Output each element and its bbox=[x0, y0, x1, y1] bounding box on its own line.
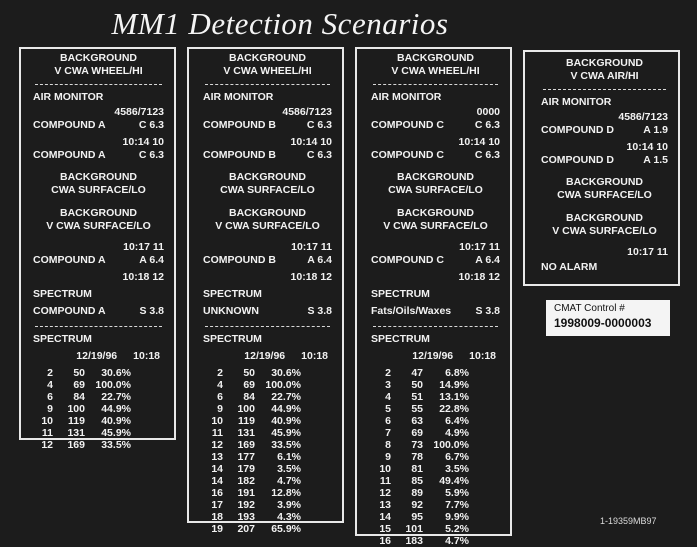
compound-row: COMPOUND D A 1.9 bbox=[541, 124, 668, 136]
divider bbox=[35, 326, 162, 327]
spectrum-row: 7 69 4.9% bbox=[385, 427, 469, 439]
timestamp: 10:17 11 bbox=[291, 241, 332, 253]
spectrum-label: SPECTRUM bbox=[203, 333, 262, 345]
divider bbox=[543, 89, 666, 90]
spectrum-row: 4 69 100.0% bbox=[47, 379, 131, 391]
air-monitor-value: 4586/7123 bbox=[618, 111, 668, 123]
spectrum-row: 16 191 12.8% bbox=[211, 487, 301, 499]
divider bbox=[373, 326, 498, 327]
air-monitor-value: 4586/7123 bbox=[114, 106, 164, 118]
spectrum-date-row: 12/19/96 10:18 bbox=[412, 350, 496, 362]
timestamp: 10:14 10 bbox=[458, 136, 500, 148]
compound-row: UNKNOWN S 3.8 bbox=[203, 305, 332, 317]
background-mode: V CWA WHEEL/HI bbox=[391, 65, 480, 77]
spectrum-row: 11 131 45.9% bbox=[41, 427, 131, 439]
spectrum-row: 10 119 40.9% bbox=[41, 415, 131, 427]
divider bbox=[205, 326, 330, 327]
spectrum-row: 4 69 100.0% bbox=[217, 379, 301, 391]
spectrum-row: 11 131 45.9% bbox=[211, 427, 301, 439]
timestamp: 10:17 11 bbox=[123, 241, 164, 253]
spectrum-row: 12 169 33.5% bbox=[41, 439, 131, 451]
background-label: BACKGROUND bbox=[397, 52, 474, 64]
background-block: BACKGROUND CWA SURFACE/LO bbox=[557, 176, 652, 201]
spectrum-label: SPECTRUM bbox=[33, 333, 92, 345]
background-block: BACKGROUND V CWA SURFACE/LO bbox=[552, 212, 657, 237]
background-label: BACKGROUND bbox=[60, 52, 137, 64]
air-monitor-value: 0000 bbox=[476, 106, 500, 118]
background-header bbox=[541, 57, 668, 83]
control-number: 1998009-0000003 bbox=[554, 316, 652, 330]
divider bbox=[205, 84, 330, 85]
timestamp: 10:18 12 bbox=[290, 271, 332, 283]
background-block: BACKGROUND V CWA SURFACE/LO bbox=[46, 207, 151, 232]
spectrum-row: 9 100 44.9% bbox=[47, 403, 131, 415]
timestamp: 10:17 11 bbox=[459, 241, 500, 253]
background-block: BACKGROUND V CWA SURFACE/LO bbox=[215, 207, 320, 232]
scenario-panel-a bbox=[19, 47, 176, 451]
spectrum-row: 13 92 7.7% bbox=[379, 499, 469, 511]
spectrum-row: 5 55 22.8% bbox=[385, 403, 469, 415]
scenario-panel-d bbox=[523, 50, 680, 286]
spectrum-row: 16 183 4.7% bbox=[379, 535, 469, 547]
timestamp: 10:14 10 bbox=[122, 136, 164, 148]
spectrum-row: 4 51 13.1% bbox=[385, 391, 469, 403]
timestamp: 10:14 10 bbox=[290, 136, 332, 148]
background-header bbox=[371, 52, 500, 78]
spectrum-row: 6 84 22.7% bbox=[217, 391, 301, 403]
timestamp: 10:17 11 bbox=[627, 246, 668, 258]
background-label: BACKGROUND bbox=[229, 52, 306, 64]
spectrum-row: 3 50 14.9% bbox=[385, 379, 469, 391]
spectrum-row: 18 193 4.3% bbox=[211, 511, 301, 523]
compound-row: COMPOUND A C 6.3 bbox=[33, 149, 164, 161]
compound-row: COMPOUND A C 6.3 bbox=[33, 119, 164, 131]
background-mode: V CWA AIR/HI bbox=[570, 70, 639, 82]
spectrum-date-row: 12/19/96 10:18 bbox=[76, 350, 160, 362]
scenario-panel-b bbox=[187, 47, 344, 535]
compound-row: COMPOUND C A 6.4 bbox=[371, 254, 500, 266]
air-monitor-label: AIR MONITOR bbox=[203, 91, 274, 103]
timestamp: 10:14 10 bbox=[626, 141, 668, 153]
spectrum-table bbox=[203, 367, 332, 535]
air-monitor-value: 4586/7123 bbox=[282, 106, 332, 118]
spectrum-row: 19 207 65.9% bbox=[211, 523, 301, 535]
compound-row: COMPOUND B A 6.4 bbox=[203, 254, 332, 266]
spectrum-row: 2 50 30.6% bbox=[47, 367, 131, 379]
divider bbox=[373, 84, 498, 85]
background-block: BACKGROUND CWA SURFACE/LO bbox=[388, 171, 483, 196]
spectrum-row: 10 81 3.5% bbox=[379, 463, 469, 475]
spectrum-row: 6 84 22.7% bbox=[47, 391, 131, 403]
spectrum-table bbox=[33, 367, 164, 451]
alarm-status: NO ALARM bbox=[541, 261, 598, 273]
spectrum-row: 12 169 33.5% bbox=[211, 439, 301, 451]
spectrum-table bbox=[371, 367, 500, 547]
control-label: CMAT Control # bbox=[554, 303, 625, 314]
spectrum-row: 2 50 30.6% bbox=[217, 367, 301, 379]
background-block: BACKGROUND V CWA SURFACE/LO bbox=[383, 207, 488, 232]
spectrum-row: 11 85 49.4% bbox=[379, 475, 469, 487]
spectrum-row: 2 47 6.8% bbox=[385, 367, 469, 379]
control-number-label bbox=[546, 300, 670, 336]
background-header bbox=[203, 52, 332, 78]
timestamp: 10:18 12 bbox=[458, 271, 500, 283]
spectrum-row: 17 192 3.9% bbox=[211, 499, 301, 511]
page-title: MM1 Detection Scenarios bbox=[111, 6, 449, 41]
spectrum-label: SPECTRUM bbox=[33, 288, 92, 300]
spectrum-label: SPECTRUM bbox=[371, 288, 430, 300]
compound-row: COMPOUND A A 6.4 bbox=[33, 254, 164, 266]
background-block: BACKGROUND CWA SURFACE/LO bbox=[51, 171, 146, 196]
compound-row: COMPOUND C C 6.3 bbox=[371, 119, 500, 131]
spectrum-label: SPECTRUM bbox=[371, 333, 430, 345]
spectrum-label: SPECTRUM bbox=[203, 288, 262, 300]
compound-row: Fats/Oils/Waxes S 3.8 bbox=[371, 305, 500, 317]
spectrum-row: 14 182 4.7% bbox=[211, 475, 301, 487]
background-header bbox=[33, 52, 164, 78]
spectrum-row: 9 100 44.9% bbox=[217, 403, 301, 415]
spectrum-row: 13 177 6.1% bbox=[211, 451, 301, 463]
spectrum-row: 6 63 6.4% bbox=[385, 415, 469, 427]
air-monitor-label: AIR MONITOR bbox=[33, 91, 104, 103]
background-label: BACKGROUND bbox=[566, 57, 643, 69]
compound-row: COMPOUND A S 3.8 bbox=[33, 305, 164, 317]
spectrum-row: 14 95 9.9% bbox=[379, 511, 469, 523]
air-monitor-label: AIR MONITOR bbox=[541, 96, 612, 108]
compound-row: COMPOUND D A 1.5 bbox=[541, 154, 668, 166]
spectrum-row: 9 78 6.7% bbox=[385, 451, 469, 463]
spectrum-date-row: 12/19/96 10:18 bbox=[244, 350, 328, 362]
spectrum-row: 15 101 5.2% bbox=[379, 523, 469, 535]
background-mode: V CWA WHEEL/HI bbox=[54, 65, 143, 77]
divider bbox=[35, 84, 162, 85]
timestamp: 10:18 12 bbox=[122, 271, 164, 283]
spectrum-row: 14 179 3.5% bbox=[211, 463, 301, 475]
spectrum-row: 8 73 100.0% bbox=[385, 439, 469, 451]
spectrum-row: 12 89 5.9% bbox=[379, 487, 469, 499]
compound-row: COMPOUND B C 6.3 bbox=[203, 149, 332, 161]
compound-row: COMPOUND C C 6.3 bbox=[371, 149, 500, 161]
air-monitor-label: AIR MONITOR bbox=[371, 91, 442, 103]
scenario-panel-c bbox=[355, 47, 512, 547]
reference-code: 1-19359MB97 bbox=[600, 516, 657, 526]
background-block: BACKGROUND CWA SURFACE/LO bbox=[220, 171, 315, 196]
spectrum-row: 10 119 40.9% bbox=[211, 415, 301, 427]
compound-row: COMPOUND B C 6.3 bbox=[203, 119, 332, 131]
background-mode: V CWA WHEEL/HI bbox=[223, 65, 312, 77]
